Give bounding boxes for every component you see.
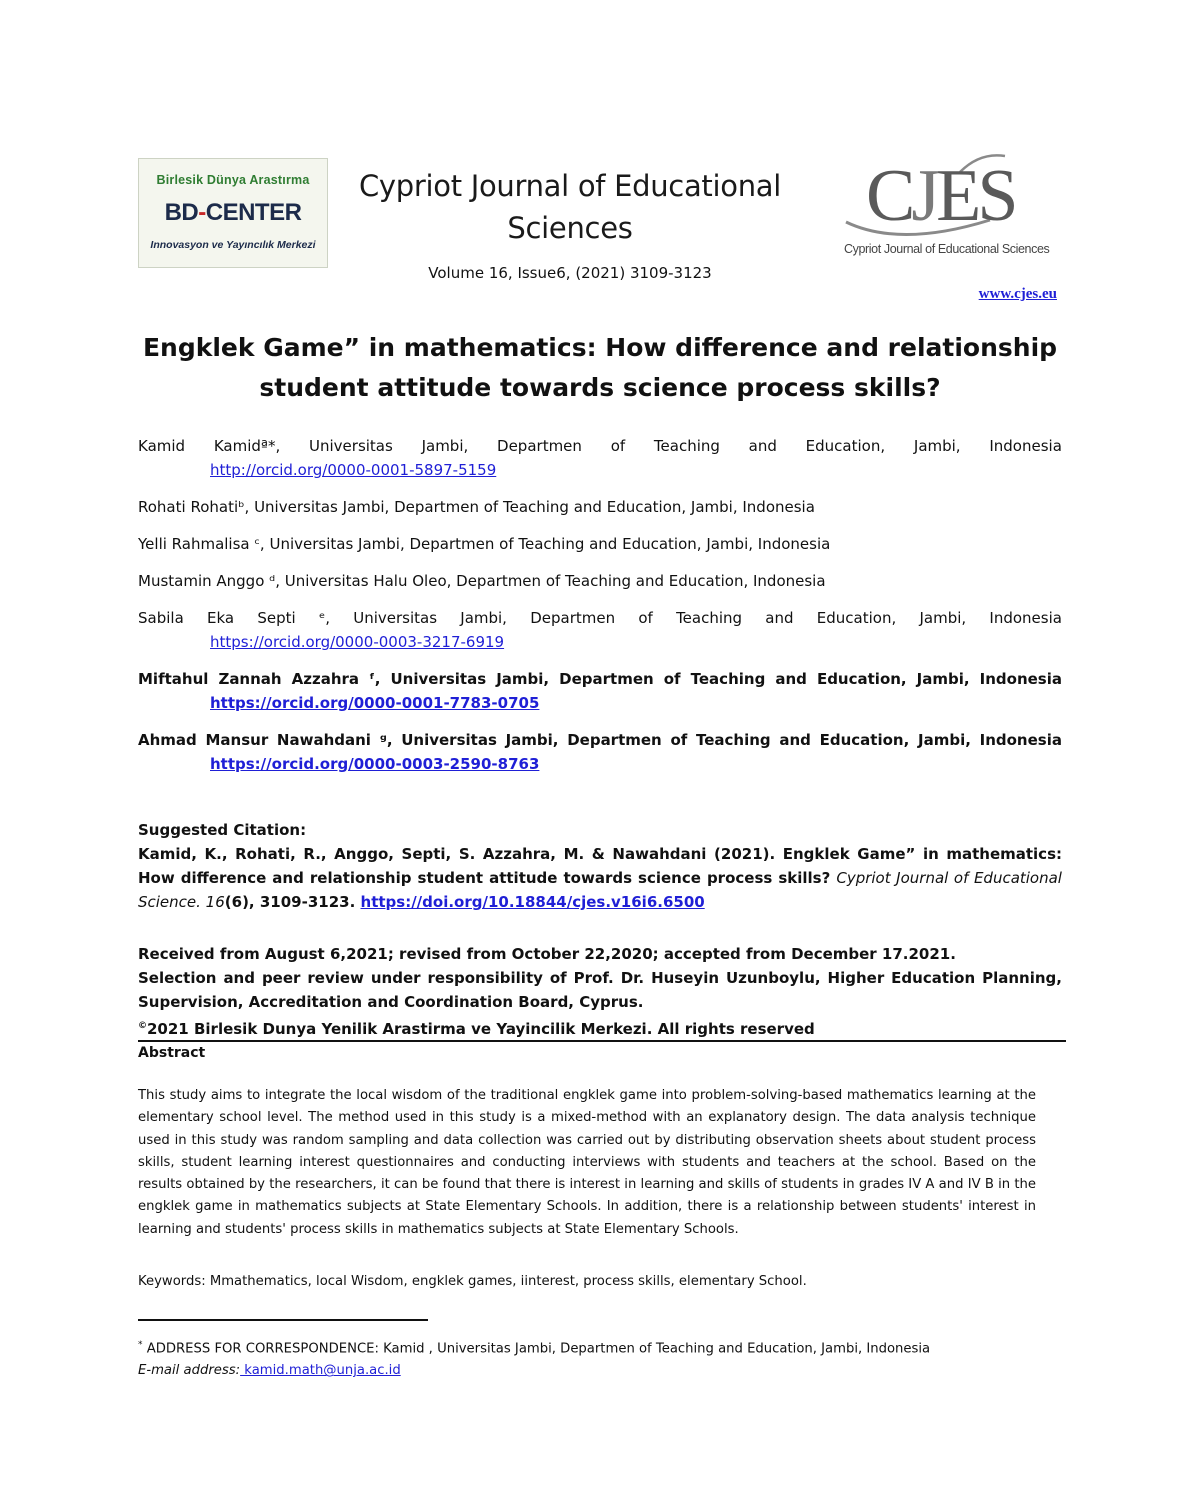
author-word: Indonesia	[989, 609, 1062, 627]
cjes-letters-es: ES	[936, 155, 1015, 237]
author-word: Septi	[257, 609, 296, 627]
suggested-citation	[138, 818, 1062, 914]
received-info	[138, 942, 1062, 1041]
orcid-link[interactable]: https://orcid.org/0000-0003-3217-6919	[210, 633, 505, 651]
author-word: Jambi,	[918, 731, 971, 749]
footnote-marker: *	[138, 1340, 143, 1350]
journal-title: Cypriot Journal of Educational Sciences	[358, 169, 782, 245]
received-dates: Received from August 6,2021; revised from October 22,2020; accepted from December 17.2021.	[138, 945, 956, 963]
author-word: and	[765, 609, 794, 627]
abstract-divider	[138, 1040, 1066, 1042]
author-word: Universitas	[309, 437, 393, 455]
author-word: Education,	[816, 609, 897, 627]
author-list	[138, 434, 1062, 789]
author-affiliation-line	[138, 728, 1062, 752]
author-word: and	[779, 731, 811, 749]
author-affiliation-line	[138, 434, 1062, 458]
doi-link[interactable]: https://doi.org/10.18844/cjes.v16i6.6500	[360, 893, 705, 911]
author-word: of	[610, 437, 626, 455]
author-word: ᵉ,	[318, 609, 330, 627]
author-affiliation-line: Mustamin Anggo ᵈ, Universitas Halu Oleo, Departmen of Teaching and Education, Indonesia	[138, 572, 826, 590]
author-word: of	[670, 731, 688, 749]
author-word: Indonesia	[979, 731, 1062, 749]
author-word: Education,	[819, 731, 910, 749]
author-word: Departmen	[559, 670, 654, 688]
orcid-link[interactable]: https://orcid.org/0000-0003-2590-8763	[210, 755, 540, 773]
author-word: Departmen	[497, 437, 582, 455]
author-word: Teaching	[676, 609, 743, 627]
author-entry	[138, 532, 1062, 556]
bd-logo-center: CENTER	[205, 199, 302, 226]
author-entry	[138, 495, 1062, 519]
author-word: Universitas	[401, 731, 497, 749]
author-affiliation-line	[138, 667, 1062, 691]
author-word: Universitas	[353, 609, 438, 627]
author-word: Nawahdani	[276, 731, 371, 749]
author-word: and	[748, 437, 777, 455]
peer-review-statement: Selection and peer review under responsibility of Prof. Dr. Huseyin Uzunboylu, Higher Education Planning, Supervision, Accreditation and Coordination Board, Cyprus.	[138, 969, 1062, 1011]
author-word: Jambi,	[913, 437, 961, 455]
author-affiliation-line: Yelli Rahmalisa ᶜ, Universitas Jambi, Departmen of Teaching and Education, Jambi, Indonesia	[138, 535, 831, 553]
bd-logo-dash: -	[198, 199, 206, 226]
author-word: Jambi,	[505, 731, 559, 749]
keywords: Keywords: Mmathematics, local Wisdom, engklek games, iinterest, process skills, elementary School.	[138, 1274, 807, 1289]
volume-line: Volume 16, Issue6, (2021) 3109-3123	[428, 264, 712, 282]
cjes-letter-c: C	[866, 155, 912, 237]
citation-heading: Suggested Citation:	[138, 821, 307, 839]
bd-center-logo	[138, 158, 328, 268]
author-word: Mansur	[205, 731, 269, 749]
abstract-text: This study aims to integrate the local wisdom of the traditional engklek game into problem-solving-based mathematics learning at the elementary school level. The method used in this study is a mixed-method with an explanatory design. The data analysis technique used in this study was random sampling and data collection was carried out by distributing observation sheets about student process skills, student learning interest questionnaires and conducting interviews with students and teachers at the school. Based on the results obtained by the researchers, it can be found that there is interest in learning and skills of students in grades IV A and IV B in the engklek game in mathematics subjects at State Elementary Schools. In addition, there is a relationship between students' interest in learning and students' process skills in mathematics subjects at State Elementary Schools.	[138, 1088, 1036, 1237]
author-word: Sabila	[138, 609, 184, 627]
author-word: Education,	[816, 670, 907, 688]
author-affiliation-line	[138, 606, 1062, 630]
citation-body	[138, 842, 1062, 914]
author-word: of	[638, 609, 653, 627]
bd-logo-line3: Innovasyon ve Yayıncılık Merkezi	[150, 239, 316, 251]
author-word: Indonesia	[989, 437, 1062, 455]
author-word: Departmen	[530, 609, 616, 627]
citation-journal: Cypriot Journal of Educational Science. 16	[138, 869, 1062, 911]
cjes-subtitle: Cypriot Journal of Educational Sciences	[844, 242, 1050, 256]
author-entry	[138, 667, 1062, 715]
copyright-symbol: ©	[138, 1021, 147, 1031]
author-word: Kamidª*,	[213, 437, 281, 455]
cjes-letters	[866, 156, 1015, 236]
author-entry	[138, 728, 1062, 776]
copyright-line	[138, 1014, 1062, 1041]
abstract-heading: Abstract	[138, 1045, 206, 1061]
author-word: Education,	[805, 437, 886, 455]
author-word: Jambi,	[496, 670, 550, 688]
author-entry	[138, 569, 1062, 593]
author-word: Ahmad	[138, 731, 197, 749]
author-word: Departmen	[567, 731, 662, 749]
author-word: Eka	[207, 609, 235, 627]
orcid-link[interactable]: https://orcid.org/0000-0001-7783-0705	[210, 694, 540, 712]
orcid-link[interactable]: http://orcid.org/0000-0001-5897-5159	[210, 461, 497, 479]
author-word: ᶠ,	[369, 670, 381, 688]
cjes-letter-j: J	[911, 155, 937, 237]
author-word: Kamid	[138, 437, 186, 455]
footnote-address	[138, 1334, 1058, 1360]
author-entry	[138, 434, 1062, 482]
author-word: Teaching	[690, 670, 766, 688]
author-word: Teaching	[696, 731, 771, 749]
cjes-logo	[840, 150, 1060, 265]
footnote-address-text: ADDRESS FOR CORRESPONDENCE: Kamid , Universitas Jambi, Departmen of Teaching and Education, Jambi, Indonesia	[142, 1341, 931, 1357]
author-word: Universitas	[390, 670, 487, 688]
paper-title-line2: student attitude towards science process skills?	[259, 373, 941, 402]
author-word: Jambi,	[919, 609, 967, 627]
email-label: E-mail address:	[138, 1363, 241, 1379]
author-entry	[138, 606, 1062, 654]
paper-title	[138, 328, 1062, 408]
citation-issue: (6), 3109-3123.	[224, 893, 356, 911]
author-word: Indonesia	[979, 670, 1062, 688]
bd-logo-bd: BD	[164, 199, 199, 226]
citation-text: Kamid, K., Rohati, R., Anggo, Septi, S. Azzahra, M. & Nawahdani (2021). Engklek Game” in mathematics: How difference and relationship student attitude towards science process skills?	[138, 845, 1062, 887]
email-link[interactable]: kamid.math@unja.ac.id	[240, 1363, 401, 1379]
author-word: Azzahra	[291, 670, 360, 688]
author-word: Jambi,	[421, 437, 469, 455]
author-word: Jambi,	[460, 609, 507, 627]
author-word: Jambi,	[916, 670, 970, 688]
author-word: Teaching	[653, 437, 720, 455]
paper-title-line1: Engklek Game” in mathematics: How difference and relationship	[142, 333, 1058, 362]
bd-logo-line1: Birlesik Dünya Arastırma	[156, 173, 310, 187]
author-word: of	[663, 670, 681, 688]
author-word: Zannah	[218, 670, 282, 688]
journal-website-link[interactable]: www.cjes.eu	[978, 286, 1057, 302]
copyright-text: 2021 Birlesik Dunya Yenilik Arastirma ve Yayincilik Merkezi. All rights reserved	[147, 1020, 815, 1038]
footnote-divider	[138, 1319, 428, 1321]
author-word: and	[775, 670, 807, 688]
correspondence-footnote	[138, 1334, 1058, 1382]
bd-logo-line2	[139, 199, 327, 227]
author-word: ᵍ,	[379, 731, 393, 749]
author-word: Miftahul	[138, 670, 209, 688]
author-affiliation-line: Rohati Rohatiᵇ, Universitas Jambi, Departmen of Teaching and Education, Jambi, Indonesia	[138, 498, 815, 516]
footnote-email	[138, 1360, 1058, 1382]
